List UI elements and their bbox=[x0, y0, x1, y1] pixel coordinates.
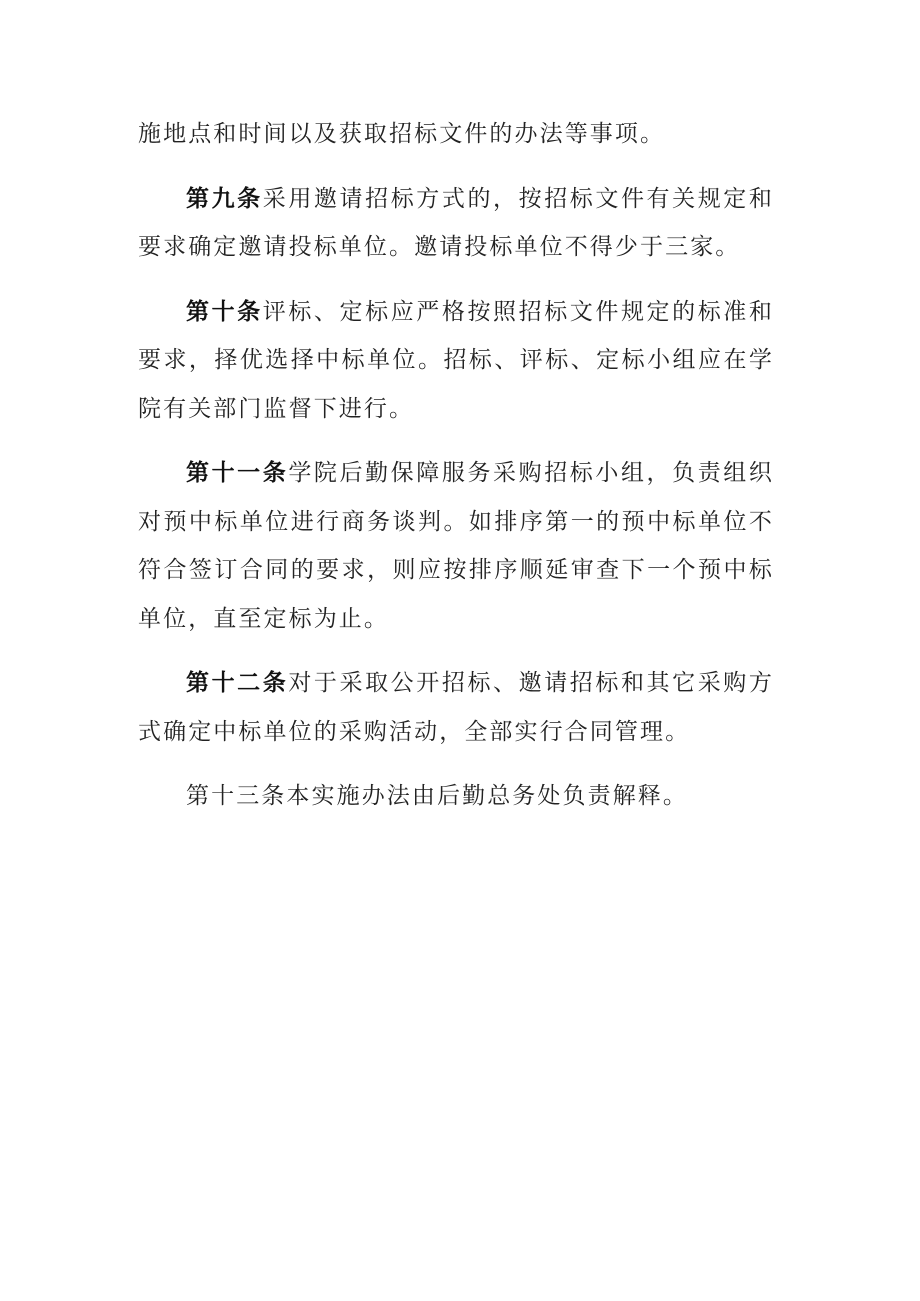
paragraph-article-10 bbox=[138, 288, 774, 434]
paragraph-text: 评标、定标应严格按照招标文件规定的标准和要求，择优选择中标单位。招标、评标、定标小组应在学院有关部门监督下进行。 bbox=[138, 298, 774, 422]
paragraph-text: 对于采取公开招标、邀请招标和其它采购方式确定中标单位的采购活动，全部实行合同管理。 bbox=[138, 670, 774, 745]
paragraph-article-11 bbox=[138, 449, 774, 643]
paragraph-continuation bbox=[138, 110, 774, 159]
paragraph-text: 第十三条本实施办法由后勤总务处负责解释。 bbox=[186, 783, 688, 809]
article-label: 第九条 bbox=[186, 184, 263, 212]
paragraph-article-12 bbox=[138, 659, 774, 756]
paragraph-text: 施地点和时间以及获取招标文件的办法等事项。 bbox=[138, 121, 666, 147]
article-label: 第十一条 bbox=[186, 459, 289, 486]
article-label: 第十条 bbox=[186, 297, 263, 325]
paragraph-article-9 bbox=[138, 175, 774, 272]
article-label: 第十二条 bbox=[186, 669, 289, 696]
paragraph-text: 采用邀请招标方式的，按招标文件有关规定和要求确定邀请投标单位。邀请投标单位不得少于三家。 bbox=[138, 185, 774, 260]
paragraph-text: 学院后勤保障服务采购招标小组，负责组织对预中标单位进行商务谈判。如排序第一的预中标单位不符合签订合同的要求，则应按排序顺延审查下一个预中标单位，直至定标为止。 bbox=[138, 460, 774, 632]
document-body bbox=[138, 110, 774, 837]
paragraph-article-13 bbox=[138, 772, 774, 821]
